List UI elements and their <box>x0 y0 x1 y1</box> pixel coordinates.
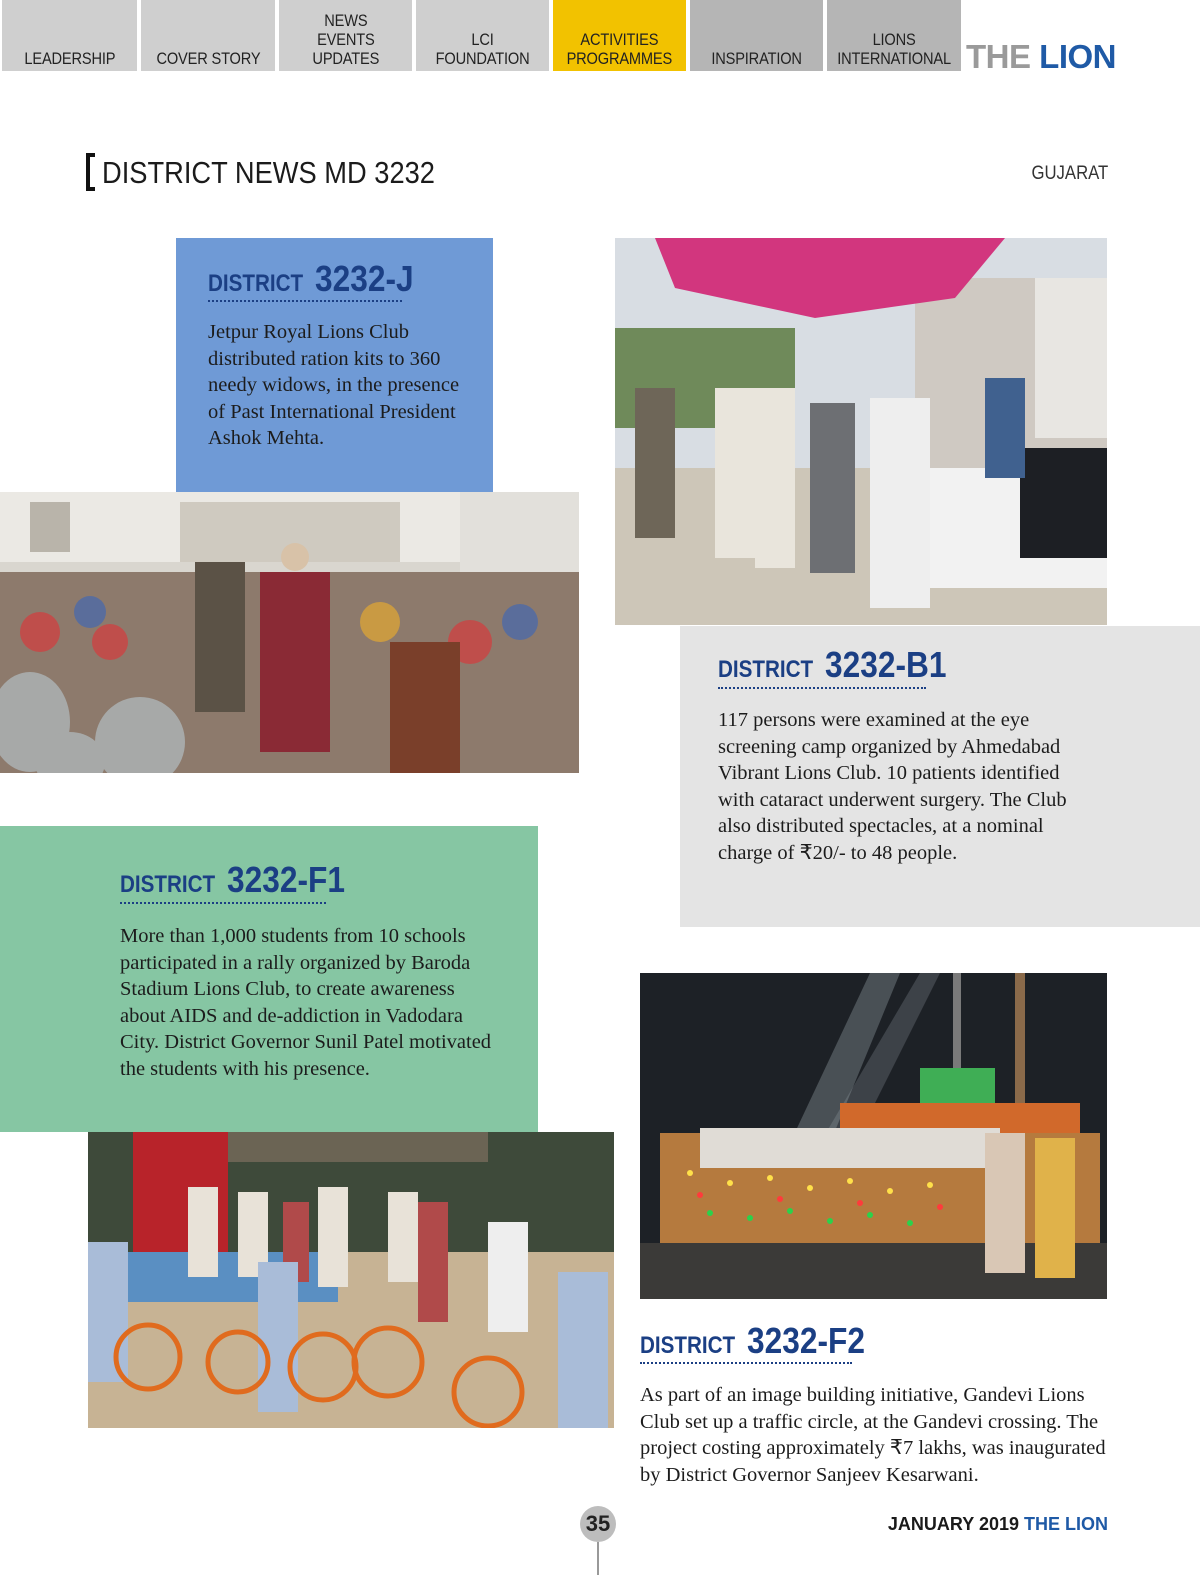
district-prefix: DISTRICT <box>120 871 216 898</box>
district-prefix: DISTRICT <box>208 270 304 297</box>
tab-label: ACTIVITIES PROGRAMMES <box>566 30 673 68</box>
dotted-rule <box>120 902 326 904</box>
district-text: 117 persons were examined at the eye screening camp organized by Ahmedabad Vibrant Lions Club. 10 patients identified with cataract underwent surgery. The Club also distributed spectacles, at a nominal charge of ₹20/- to 48 people. <box>718 709 1067 864</box>
tab-lions-international[interactable] <box>827 0 961 71</box>
district-number: 3232-J <box>315 258 414 299</box>
tab-inspiration[interactable] <box>690 0 823 71</box>
footer-magazine: THE LION <box>1024 1514 1108 1534</box>
district-text: More than 1,000 students from 10 schools participated in a rally organized by Baroda Stadium Lions Club, to create awareness about AIDS and de-addiction in Vadodara City. District Governor Sunil Patel motivated the students with his presence. <box>120 925 492 1080</box>
logo-the: THE <box>966 38 1031 75</box>
dotted-rule <box>718 687 926 689</box>
dotted-rule <box>640 1362 852 1364</box>
district-3232-f1-card <box>0 826 538 1132</box>
district-3232-f2-heading <box>640 1320 881 1362</box>
page-number-line <box>597 1542 599 1575</box>
district-3232-j-card <box>176 238 493 494</box>
district-heading <box>208 258 427 300</box>
district-text: Jetpur Royal Lions Club distributed ration kits to 360 needy widows, in the presence of Past International President Ashok Mehta. <box>208 321 460 449</box>
tab-label: INSPIRATION <box>711 49 802 68</box>
tab-activities-programmes[interactable] <box>553 0 686 71</box>
tab-label: LCI FOUNDATION <box>435 30 530 68</box>
district-number: 3232-F2 <box>747 1320 866 1361</box>
tab-news-events-updates[interactable] <box>279 0 412 71</box>
tab-cover-story[interactable] <box>141 0 275 71</box>
district-3232-f2-text: As part of an image building initiative, Gandevi Lions Club set up a traffic circle, at the Gandevi crossing. The project costing approximately ₹7 lakhs, was inaugurated by District Governor Sanjeev Kesarwani. <box>640 1384 1106 1486</box>
page-title: DISTRICT NEWS MD 3232 <box>102 155 435 190</box>
photo-student-rally <box>88 1132 614 1428</box>
dotted-rule <box>208 300 402 302</box>
district-prefix: DISTRICT <box>640 1332 736 1359</box>
footer-date: JANUARY 2019 <box>887 1514 1019 1534</box>
tab-label: LEADERSHIP <box>24 49 115 68</box>
photo-traffic-circle <box>640 973 1107 1299</box>
photo-ration-kit-distribution <box>0 492 579 773</box>
district-number: 3232-B1 <box>825 644 947 685</box>
magazine-logo <box>966 38 1116 76</box>
photo-eye-screening-camp <box>615 238 1107 625</box>
district-heading <box>120 859 361 901</box>
tab-label: NEWS EVENTS UPDATES <box>312 11 379 68</box>
tab-leadership[interactable] <box>2 0 137 71</box>
district-prefix: DISTRICT <box>718 656 814 683</box>
footer-issue <box>888 1514 1108 1535</box>
region-label: GUJARAT <box>1031 163 1108 184</box>
page-number: 35 <box>580 1506 616 1542</box>
tab-label: COVER STORY <box>155 49 261 68</box>
district-number: 3232-F1 <box>227 859 346 900</box>
bracket-mark <box>86 153 95 191</box>
district-heading <box>718 644 963 686</box>
tab-lci-foundation[interactable] <box>416 0 549 71</box>
district-3232-b1-card <box>680 626 1200 927</box>
tab-label: LIONS INTERNATIONAL <box>837 30 951 68</box>
logo-lion: LION <box>1039 38 1116 75</box>
